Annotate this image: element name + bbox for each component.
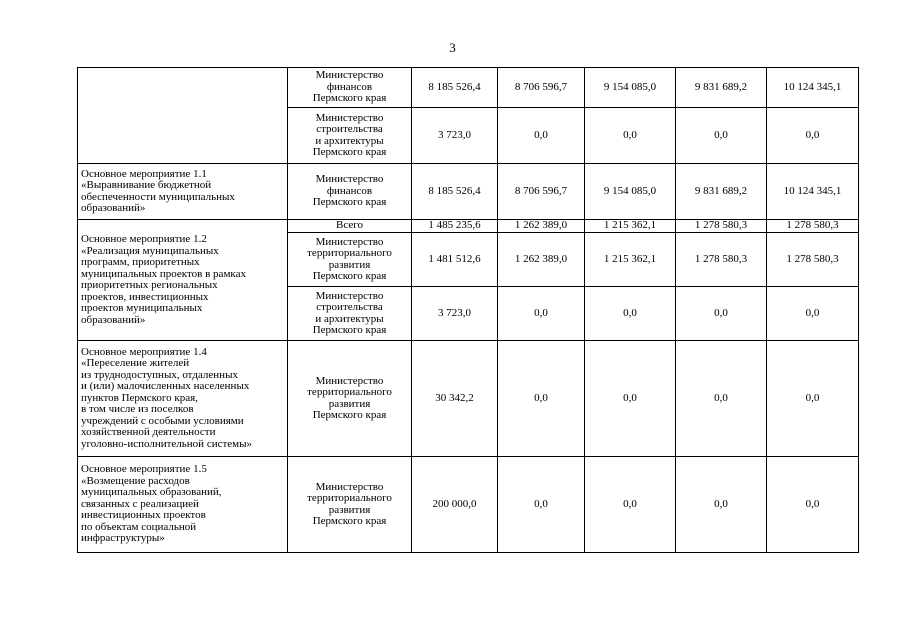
value-cell: 0,0: [767, 457, 859, 553]
value-cell: 30 342,2: [412, 341, 498, 457]
executor-text: Министерство финансов Пермского края: [312, 69, 387, 105]
executor-cell: [288, 287, 412, 341]
value-cell: 200 000,0: [412, 457, 498, 553]
executor-cell: [288, 341, 412, 457]
budget-table: [77, 67, 859, 553]
value-cell: 1 278 580,3: [676, 233, 767, 287]
value-cell: 0,0: [585, 457, 676, 553]
value-cell: 10 124 345,1: [767, 68, 859, 108]
value-cell: 9 154 085,0: [585, 164, 676, 220]
table-row: [78, 341, 859, 457]
value-cell: 1 262 389,0: [498, 233, 585, 287]
value-cell: 3 723,0: [412, 108, 498, 164]
value-cell: 8 185 526,4: [412, 164, 498, 220]
event-text: Основное мероприятие 1.4 «Переселение жителей из труднодоступных, отдаленных и (или) малочисленных населенных пунктов Пермского края, в том числе из поселков учреждений с особыми условиями хозяйственной деятельности уголовно-исполнительной системы»: [81, 345, 253, 450]
value-cell: 0,0: [585, 287, 676, 341]
event-cell: [78, 457, 288, 553]
value-cell: 1 215 362,1: [585, 220, 676, 233]
executor-cell: [288, 68, 412, 108]
value-cell: 0,0: [498, 108, 585, 164]
value-cell: 10 124 345,1: [767, 164, 859, 220]
executor-cell: [288, 108, 412, 164]
value-cell: 9 154 085,0: [585, 68, 676, 108]
value-cell: 0,0: [498, 287, 585, 341]
value-cell: 1 262 389,0: [498, 220, 585, 233]
value-cell: 8 185 526,4: [412, 68, 498, 108]
table-row: [78, 164, 859, 220]
value-cell: 0,0: [767, 108, 859, 164]
value-cell: 0,0: [676, 341, 767, 457]
value-cell: 1 215 362,1: [585, 233, 676, 287]
event-text: Основное мероприятие 1.5 «Возмещение расходов муниципальных образований, связанных с реализацией инвестиционных проектов по объектам социальной инфраструктуры»: [81, 463, 222, 545]
value-cell: 1 278 580,3: [767, 233, 859, 287]
value-cell: 0,0: [767, 287, 859, 341]
value-cell: 1 278 580,3: [767, 220, 859, 233]
event-cell: [78, 68, 288, 164]
event-text: Основное мероприятие 1.2 «Реализация муниципальных программ, приоритетных муниципальных проектов в рамках приоритетных региональных проектов, инвестиционных проектов муниципальных образований»: [81, 233, 246, 326]
executor-text: Министерство строительства и архитектуры Пермского края: [312, 111, 387, 158]
executor-cell: [288, 457, 412, 553]
value-cell: 1 485 235,6: [412, 220, 498, 233]
value-cell: 0,0: [676, 287, 767, 341]
event-cell: [78, 220, 288, 341]
value-cell: 8 706 596,7: [498, 68, 585, 108]
table-row: [78, 220, 859, 233]
value-cell: 0,0: [585, 108, 676, 164]
executor-text: Министерство территориального развития Пермского края: [307, 480, 392, 527]
value-cell: 1 278 580,3: [676, 220, 767, 233]
executor-text: Всего: [336, 219, 363, 232]
value-cell: 0,0: [676, 108, 767, 164]
value-cell: 3 723,0: [412, 287, 498, 341]
value-cell: 9 831 689,2: [676, 68, 767, 108]
value-cell: 0,0: [767, 341, 859, 457]
event-text: Основное мероприятие 1.1 «Выравнивание бюджетной обеспеченности муниципальных образований»: [81, 167, 235, 214]
table-row: [78, 68, 859, 108]
executor-cell: [288, 233, 412, 287]
event-cell: [78, 164, 288, 220]
value-cell: 0,0: [585, 341, 676, 457]
value-cell: 0,0: [676, 457, 767, 553]
value-cell: 9 831 689,2: [676, 164, 767, 220]
table-row: [78, 457, 859, 553]
value-cell: 0,0: [498, 341, 585, 457]
executor-cell: [288, 164, 412, 220]
executor-text: Министерство финансов Пермского края: [312, 173, 387, 209]
value-cell: 1 481 512,6: [412, 233, 498, 287]
event-cell: [78, 341, 288, 457]
page-number: 3: [449, 40, 456, 55]
executor-cell: [288, 220, 412, 233]
executor-text: Министерство строительства и архитектуры Пермского края: [312, 289, 387, 336]
executor-text: Министерство территориального развития Пермского края: [307, 235, 392, 282]
value-cell: 0,0: [498, 457, 585, 553]
value-cell: 8 706 596,7: [498, 164, 585, 220]
executor-text: Министерство территориального развития Пермского края: [307, 374, 392, 421]
